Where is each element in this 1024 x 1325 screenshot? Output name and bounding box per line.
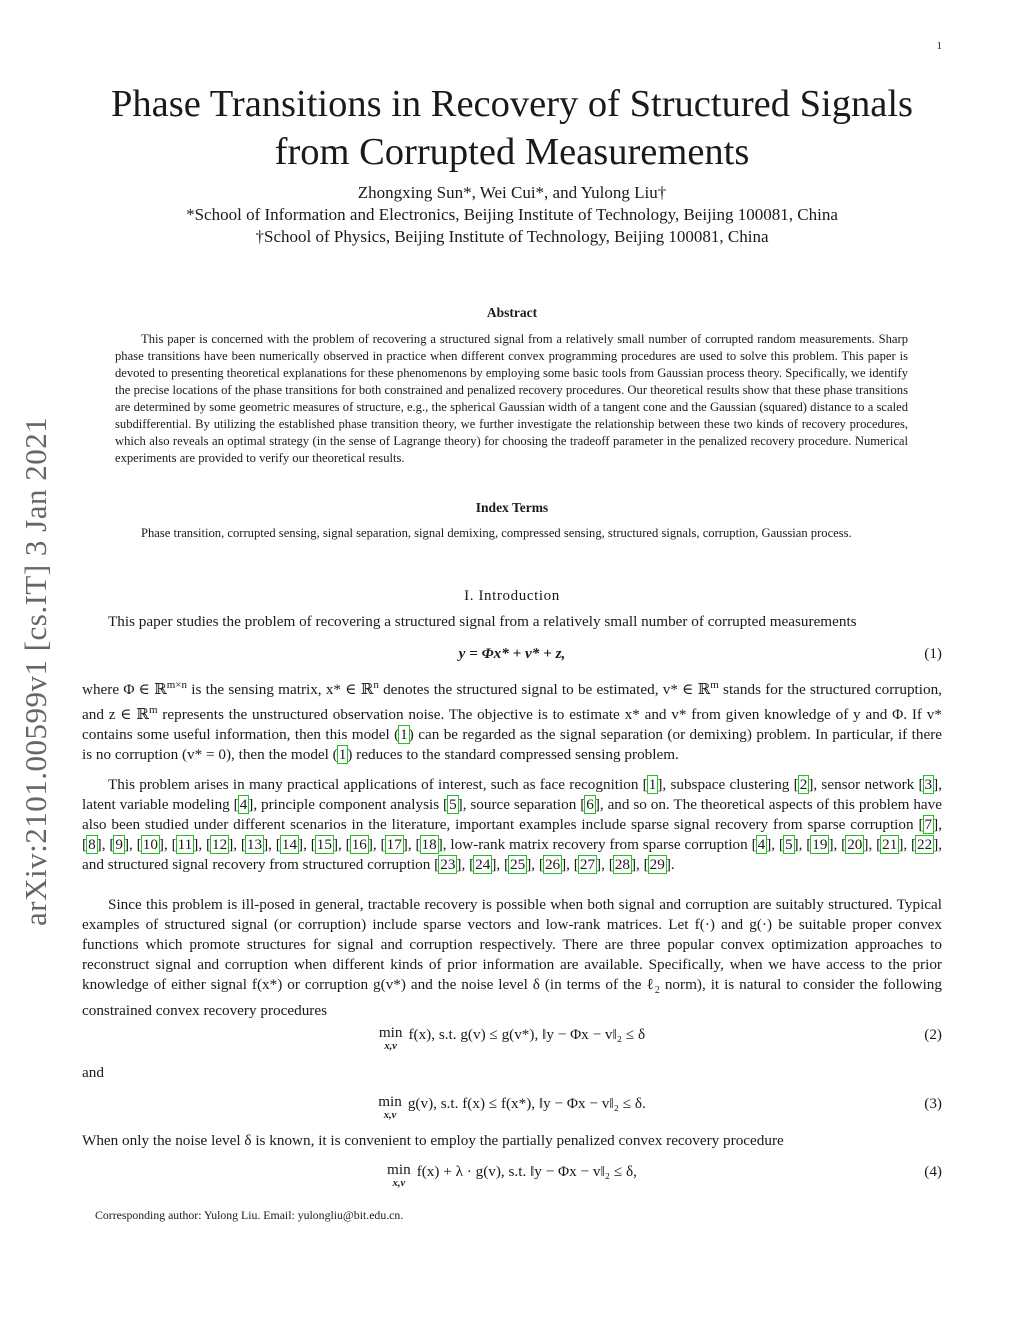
affiliation-2: †School of Physics, Beijing Institute of Technology, Beijing 100081, China [255,227,769,246]
equation-4-body [82,1163,942,1191]
citation-link[interactable]: 15 [316,836,332,853]
citation-link[interactable]: 22 [917,836,933,853]
intro-paragraph-4 [82,895,942,1021]
p3-text: , and structured signal recovery from structured corruption [82,836,943,873]
abstract-heading: Abstract [486,305,538,320]
citation-group-sparse: [7], [8], [9], [10], [11], [12], [13], [14], [15], [16], [17], [18] [82,816,942,853]
equation-2-min: min x,v [378,1024,403,1052]
citation-link[interactable]: 27 [579,856,596,873]
citation-link[interactable]: 23 [440,856,456,873]
author-block [0,182,1024,248]
citation-link[interactable]: 25 [510,856,526,873]
authors: Zhongxing Sun*, Wei Cui*, and Yulong Liu† [357,183,667,202]
citation-link[interactable]: 9 [115,836,123,853]
abstract-text: This paper is concerned with the problem of recovering a structured signal from a relatively small number of corrupted random measurements. Sharp phase transitions have been numerically observed in practice when different convex programming procedures are used to solve this problem. This paper is devoted to presenting theoretical explanations for these phenomenons by employing some basic tools from Gaussian process theory. Specifically, we identify the precise locations of the phase transitions for both constrained and penalized recovery procedures. Our theoretical results show that these phase transitions are determined by some geometric measures of structure, e.g., the spherical Gaussian width of a tangent cone and the Gaussian (squared) distance to a scaled subdifferential. By utilizing the established phase transition theory, we further investigate the relationship between these two kinds of recovery procedures, which also reveals an optimal strategy (in the sense of Lagrange theory) for choosing the tradeoff parameter in the penalized recovery procedure. Numerical experiments are provided to verify our theoretical results. [115,332,908,465]
p2-sup-n: n [373,679,379,691]
citation-link[interactable]: 8 [88,836,96,853]
intro-paragraph-2 [82,675,942,765]
citation-link[interactable]: 12 [212,836,228,853]
p3-text: This problem arises in many practical applications of interest, such as face recognition [ [108,776,648,793]
p2-text-d: stands for the structured corruption, and z ∈ ℝ [82,681,942,723]
citation-link[interactable]: 29 [649,856,665,873]
citation-link[interactable]: 13 [246,836,263,853]
equation-1 [82,645,942,663]
citation-link[interactable]: 26 [544,856,561,873]
citation-group-structured: [23], [24], [25], [26], [27], [28], [29] [434,856,671,873]
citation-link[interactable]: 16 [351,836,367,853]
equation-2-number: (2) [924,1026,942,1043]
equation-2-body [82,1026,942,1054]
citation-link[interactable]: 1 [648,776,657,793]
p3-text: ], latent variable modeling [ [82,776,942,813]
p3-text: ], subspace clustering [ [657,776,799,793]
arxiv-stamp: arXiv:2101.00599v1 [cs.IT] 3 Jan 2021 [18,416,53,926]
citation-link[interactable]: 7 [924,816,933,833]
page-number: 1 [936,40,942,52]
section-heading-introduction: I. Introduction [464,588,560,604]
p3-text: ], sensor network [ [808,776,924,793]
p4-sub-2: 2 [654,985,660,997]
equation-2-expression: f(x), s.t. g(v) ≤ g(v*), ‖y − Φx − v‖₂ ≤ δ [408,1026,646,1043]
and-connector: and [82,1064,104,1081]
intro-paragraph-1: This paper studies the problem of recovering a structured signal from a relatively small number of corrupted measurements [108,613,857,630]
affiliation-1: *School of Information and Electronics, Beijing Institute of Technology, Beijing 100081, China [186,205,838,224]
citation-link[interactable]: 24 [475,856,491,873]
title-line-1: Phase Transitions in Recovery of Structured Signals [110,83,914,125]
equation-3-body [82,1095,942,1123]
equation-3-min: min x,v [378,1093,402,1121]
citation-link[interactable]: 20 [847,836,863,853]
index-terms-heading: Index Terms [475,500,549,515]
citation-link[interactable]: 28 [614,856,630,873]
equation-1-number: (1) [924,645,942,662]
p2-text-e: represents the unstructured observation noise. The objective is to estimate x* and v* from given knowledge of y and Φ. If v* contains some useful information, then this model ( [82,706,942,743]
equation-4-min: min x,v [387,1161,411,1189]
p4-text-a: Since this problem is ill-posed in general, tractable recovery is possible when both signal and corruption are suitably structured. Typical examples of structured signal (or corruption) include sparse vectors and low-rank matrices. Let f(·) and g(·) be suitable proper convex functions which promote structures for signal and corruption respectively. There are three popular convex optimization approaches to reconstruct signal and corruption when different kinds of prior information are available. Specifically, when we have access to the prior knowledge of either signal f(x*) or corruption g(v*) and the noise level δ (in terms of the ℓ [82,896,942,993]
citation-link[interactable]: 18 [421,836,437,853]
p3-text: ], principle component analysis [ [248,796,449,813]
footnote-corresponding-author: Corresponding author: Yulong Liu. Email: yulongliu@bit.edu.cn. [95,1208,404,1222]
equation-3 [82,1095,942,1123]
citation-link[interactable]: 19 [812,836,828,853]
index-terms-text: Phase transition, corrupted sensing, signal separation, signal demixing, compressed sensing, structured signals, corruption, Gaussian process. [141,526,852,540]
equation-4-number: (4) [924,1163,942,1180]
citation-link[interactable]: 4 [239,796,248,813]
equation-ref-link[interactable]: 1 [338,746,347,763]
citation-link[interactable]: 5 [449,796,457,813]
p3-text: , low-rank matrix recovery from sparse corruption [442,836,752,853]
citation-group-lowrank: [4], [5], [19], [20], [21], [22] [751,836,939,853]
intro-paragraph-3 [82,775,942,875]
citation-link[interactable]: 4 [757,836,766,853]
p2-text-f: ) can be regarded as the signal separation (or demixing) problem. In particular, if there is no corruption (v* = 0), then the model ( [82,726,942,763]
citation-link[interactable]: 6 [586,796,594,813]
equation-3-expression: g(v), s.t. f(x) ≤ f(x*), ‖y − Φx − v‖₂ ≤ δ. [407,1095,646,1112]
citation-link[interactable]: 14 [281,836,298,853]
p2-text-c: denotes the structured signal to be estimated, v* ∈ ℝ [378,681,711,698]
p2-sup-m-2: m [148,704,158,716]
p2-sup-m: m [710,679,719,691]
p3-text: . [670,856,675,873]
citation-link[interactable]: 5 [784,836,793,853]
equation-ref-link[interactable]: 1 [400,726,408,743]
title-line-2: from Corrupted Measurements [274,131,750,173]
p2-text-a: where Φ ∈ ℝ [82,681,167,698]
p3-text: ], source separation [ [457,796,586,813]
equation-4 [82,1163,942,1191]
p3-text: ], and so on. The theoretical aspects of this problem have also been studied under different scenarios in the literature, important examples include sparse signal recovery from sparse corruption [82,796,942,833]
equation-4-expression: f(x) + λ · g(v), s.t. ‖y − Φx − v‖₂ ≤ δ, [416,1163,637,1180]
p4-text-b: norm), it is natural to consider the following constrained convex recovery procedures [82,976,942,1020]
intro-paragraph-5: When only the noise level δ is known, it is convenient to employ the partially penalized convex recovery procedure [82,1132,784,1149]
p2-sup-mn: m×n [166,679,188,691]
equation-1-body: y = Φx* + v* + z, [458,645,566,662]
citation-link[interactable]: 10 [142,836,158,853]
citation-link[interactable]: 11 [177,836,193,853]
citation-link[interactable]: 17 [386,836,402,853]
equation-3-number: (3) [924,1095,942,1112]
citation-link[interactable]: 2 [799,776,808,793]
paper-title [0,80,1024,176]
equation-2 [82,1026,942,1054]
p2-text-b: is the sensing matrix, x* ∈ ℝ [187,681,374,698]
citation-link[interactable]: 21 [882,836,898,853]
p2-text-g: ) reduces to the standard compressed sensing problem. [347,746,679,763]
citation-link[interactable]: 3 [924,776,933,793]
